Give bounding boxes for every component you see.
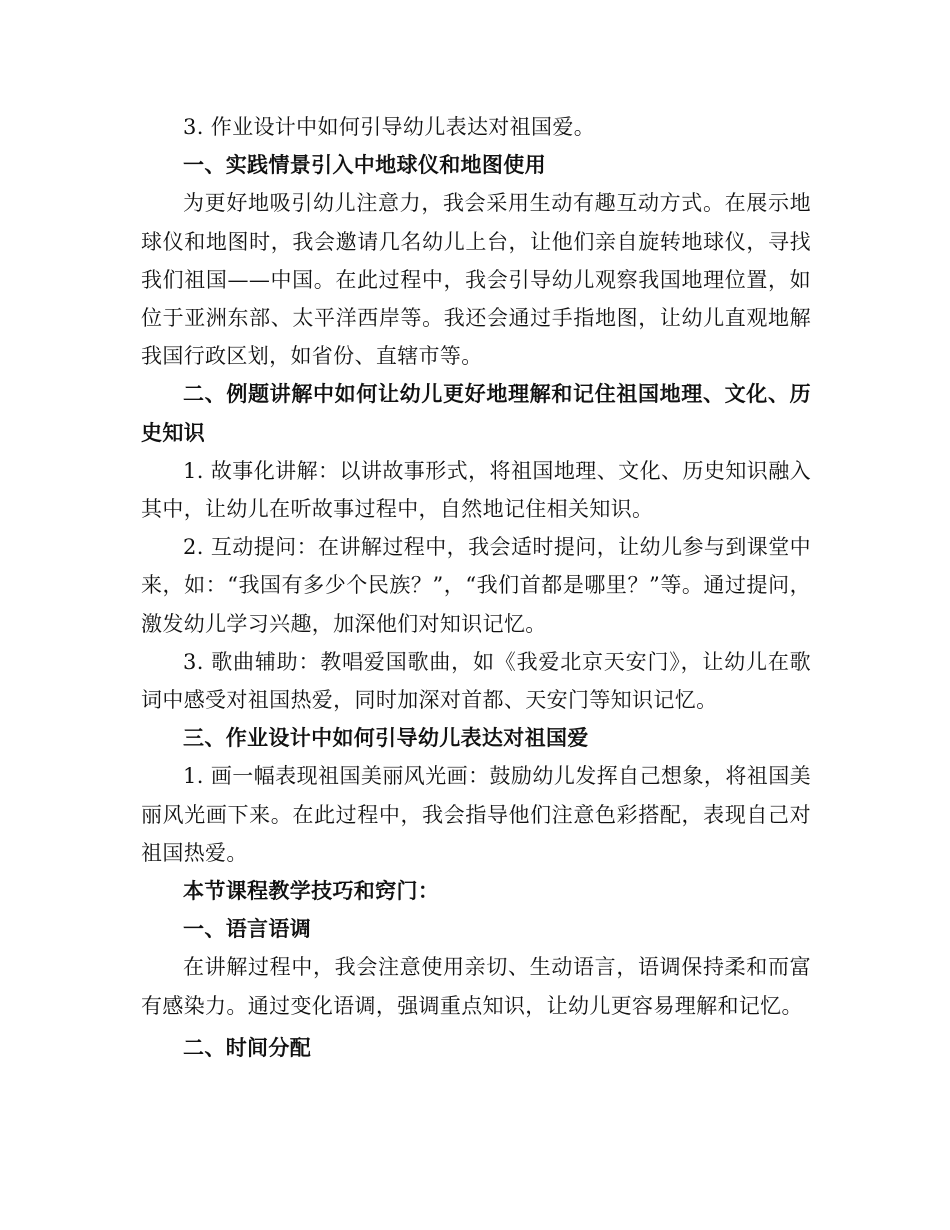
paragraph-song-assist: 3. 歌曲辅助：教唱爱国歌曲，如《我爱北京天安门》，让幼儿在歌词中感受对祖国热爱，同时加深对首都、天安门等知识记忆。 (141, 649, 811, 713)
section-heading-examples: 二、例题讲解中如何让幼儿更好地理解和记住祖国地理、文化、历史知识 (141, 381, 811, 445)
paragraph-drawing: 1. 画一幅表现祖国美丽风光画：鼓励幼儿发挥自己想象，将祖国美丽风光画下来。在此过程中，我会指导他们注意色彩搭配，表现自己对祖国热爱。 (141, 764, 811, 865)
section-heading-globe-map: 一、实践情景引入中地球仪和地图使用 (183, 152, 546, 178)
paragraph-language-tone: 在讲解过程中，我会注意使用亲切、生动语言，语调保持柔和而富有感染力。通过变化语调，强调重点知识，让幼儿更容易理解和记忆。 (141, 955, 811, 1018)
heading-time-allocation: 二、时间分配 (183, 1034, 312, 1060)
document-page (141, 108, 811, 1067)
paragraph-interactive-questions: 2. 互动提问：在讲解过程中，我会适时提问，让幼儿参与到课堂中来，如：“我国有多少个民族？”，“我们首都是哪里？”等。通过提问，激发幼儿学习兴趣，加深他们对知识记忆。 (141, 535, 811, 636)
paragraph-globe-map: 为更好地吸引幼儿注意力，我会采用生动有趣互动方式。在展示地球仪和地图时，我会邀请几名幼儿上台，让他们亲自旋转地球仪，寻找我们祖国——中国。在此过程中，我会引导幼儿观察我国地理位置，如位于亚洲东部、太平洋西岸等。我还会通过手指地图，让幼儿直观地解我国行政区划，如省份、直辖市等。 (141, 191, 811, 369)
paragraph-storytelling: 1. 故事化讲解：以讲故事形式，将祖国地理、文化、历史知识融入其中，让幼儿在听故事过程中，自然地记住相关知识。 (141, 458, 811, 522)
heading-language-tone: 一、语言语调 (183, 916, 312, 942)
section-heading-homework: 三、作业设计中如何引导幼儿表达对祖国爱 (183, 725, 589, 751)
homework-item-3: 3. 作业设计中如何引导幼儿表达对祖国爱。 (183, 115, 596, 139)
heading-teaching-tips: 本节课程教学技巧和窍门： (183, 878, 440, 904)
